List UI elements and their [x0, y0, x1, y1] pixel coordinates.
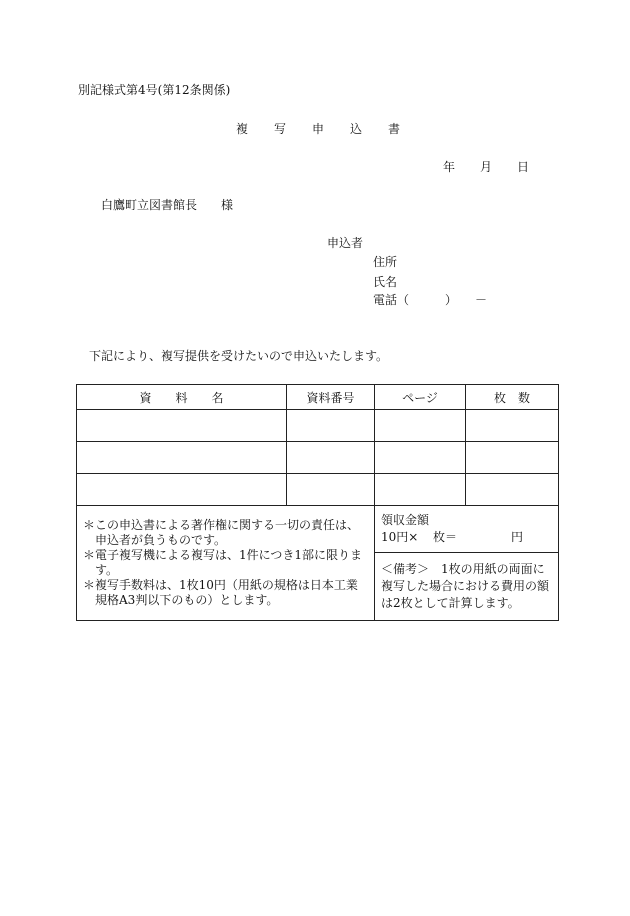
form-reference: 別記様式第4号(第12条関係) [78, 83, 231, 97]
title-char: 複 [236, 122, 249, 136]
cell-page[interactable] [375, 474, 466, 506]
copy-request-table [76, 384, 559, 621]
amount-yen: 円 [511, 530, 524, 544]
note-mark: ＊ [83, 548, 96, 562]
header-material-name: 資 料 名 [77, 385, 287, 410]
phone-field: 電話（ ） － [373, 293, 488, 307]
date-year: 年 [443, 160, 456, 174]
applicant-label: 申込者 [327, 236, 364, 250]
table-row [77, 410, 559, 442]
cell-sheet-count[interactable] [466, 442, 559, 474]
name-field: 氏名 [373, 275, 398, 289]
header-page: ページ [375, 385, 466, 410]
cell-material-name[interactable] [77, 410, 287, 442]
table-row [77, 474, 559, 506]
cell-sheet-count[interactable] [466, 474, 559, 506]
note-mark: ＊ [83, 578, 96, 592]
cell-material-number[interactable] [287, 474, 375, 506]
cell-sheet-count[interactable] [466, 410, 559, 442]
form-title [236, 123, 426, 135]
note-text: この申込書による著作権に関する一切の責任は、申込者が負うものです。 [95, 518, 360, 547]
amount-sheets: 枚＝ [433, 530, 458, 544]
note-text: 複写手数料は、1枚10円（用紙の規格は日本工業規格A3判以下のもの）とします。 [95, 578, 358, 607]
amount-line [381, 529, 552, 546]
title-char: 書 [388, 122, 401, 136]
note-item [83, 548, 368, 578]
date-month: 月 [480, 160, 493, 174]
notes-cell [77, 506, 375, 621]
amount-label: 領収金額 [381, 513, 430, 527]
cell-material-name[interactable] [77, 474, 287, 506]
amount-cell [375, 506, 559, 553]
request-text: 下記により、複写提供を受けたいので申込いたします。 [89, 349, 389, 363]
note-mark: ＊ [83, 518, 96, 532]
cell-material-number[interactable] [287, 410, 375, 442]
addressee: 白鷹町立図書館長 様 [101, 198, 234, 212]
cell-page[interactable] [375, 410, 466, 442]
cell-material-number[interactable] [287, 442, 375, 474]
table-header-row [77, 385, 559, 410]
cell-material-name[interactable] [77, 442, 287, 474]
note-item [83, 578, 368, 608]
notes-amount-row [77, 506, 559, 553]
date-line [443, 161, 554, 173]
date-day: 日 [517, 160, 530, 174]
title-char: 込 [350, 122, 363, 136]
note-item [83, 518, 368, 548]
cell-page[interactable] [375, 442, 466, 474]
remark-cell: ＜備考＞ 1枚の用紙の両面に複写した場合における費用の額は2枚として計算します。 [375, 553, 559, 621]
address-field: 住所 [373, 255, 398, 269]
header-sheet-count: 枚 数 [466, 385, 559, 410]
note-text: 電子複写機による複写は、1件につき1部に限ります。 [95, 548, 363, 577]
title-char: 写 [274, 122, 287, 136]
title-char: 申 [312, 122, 325, 136]
amount-unit-price: 10円× [381, 530, 419, 544]
header-material-number: 資料番号 [287, 385, 375, 410]
table-row [77, 442, 559, 474]
